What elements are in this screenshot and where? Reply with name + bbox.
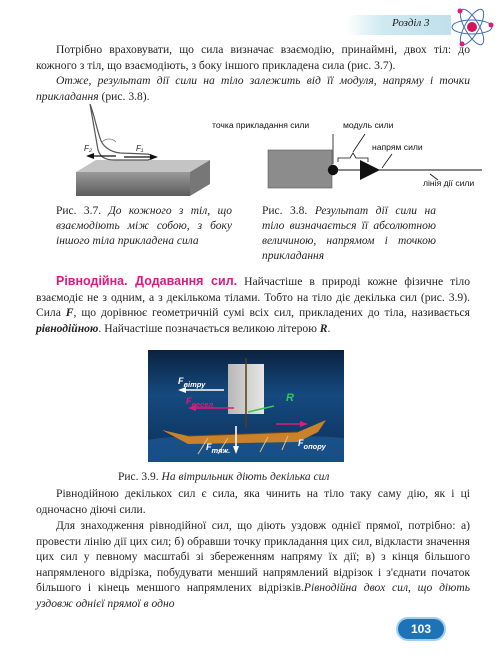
resultant-method-text: Для знаходження рівнодійної сил, що діють уздовж однієї прямої, потрібно: а) провести лінію дії цих сил; б) обравши точку прикладання цих сил, відкласти значення цих сил у певному масштабі зі збереженням напряму їх дії; в) з кінця більшого напрямленого відрізка, побудувати менший напрямлений відрізок і з'єднати початок більшого і кінець меншого напрямлених відрізків.: [36, 519, 470, 595]
gravity-force-symbol: F: [206, 442, 212, 452]
figure-3-8: [212, 118, 482, 198]
f1-label: F₁: [136, 144, 144, 153]
resistance-force-symbol: F: [298, 438, 304, 448]
resistance-force-subscript: опору: [303, 441, 326, 451]
figure-3-8-caption: [262, 204, 436, 264]
wind-force-subscript: вітру: [183, 379, 206, 389]
application-point-label: точка прикладання сили: [212, 120, 310, 130]
resistance-force-label: [298, 438, 326, 451]
wind-force-label: [178, 376, 205, 389]
figure-3-7-text: До кожного з тіл, що взаємодіють між собою, з боку іншого тіла прикладена сила: [56, 205, 233, 247]
resultant-method-italic: Рівнодійна двох сил, що діють уздовж однієї прямої в одно: [36, 581, 470, 610]
wind-force-symbol: F: [178, 376, 184, 386]
section-text-c: . Найчастіше позначається великою літерою: [98, 321, 320, 335]
section-text-a: Найчастіше в природі кожне фізичне тіло взаємодіє не з одним, а з декількома тілами. Тобто на тіло діє декілька сил (рис. 3.9). Сила: [36, 275, 470, 320]
gravity-force-subscript: тяж.: [211, 445, 231, 455]
oar-force-symbol: F: [186, 396, 192, 406]
section-text-b: , що дорівнює геометричній сумі всіх сил, прикладених до тіла, називається: [73, 306, 470, 320]
page-number: 103: [410, 622, 432, 636]
resultant-label: R: [286, 392, 294, 404]
figure-3-7-caption: [56, 204, 232, 249]
section-heading: Рівнодійна. Додавання сил.: [56, 274, 238, 288]
figure-3-9: [148, 350, 344, 462]
figure-3-8-text: Результат дії сили на тіло визначається її абсолютною величиною, напрямом і точкою прикладання: [262, 205, 436, 262]
resultant-method: [36, 518, 470, 612]
page-number-badge: [398, 619, 444, 639]
intro-paragraph: Потрібно враховувати, що сила визначає взаємодію, принаймні, двох тіл: до кожного з тіл, що взаємодіють, з боку іншого прикладена сила (рис. 3.7).: [36, 43, 470, 72]
force-symbol-f: F: [65, 306, 74, 320]
resultant-section: [36, 274, 470, 336]
line-of-action-label: лінія дії сили: [423, 178, 475, 188]
force-symbol-r: R: [319, 321, 328, 335]
figure-3-9-number: Рис. 3.9.: [118, 471, 159, 483]
section-text-d: .: [327, 321, 331, 335]
force-modulus-label: модуль сили: [343, 120, 394, 130]
term-resultant: рівнодійною: [36, 321, 99, 335]
figure-3-8-number: Рис. 3.8.: [262, 205, 308, 217]
figure-3-7-number: Рис. 3.7.: [56, 205, 102, 217]
intro-conclusion-ref: (рис. 3.8).: [98, 89, 150, 103]
intro-conclusion: [36, 73, 470, 104]
figure-3-7: [70, 104, 220, 204]
oar-force-subscript: весел: [191, 399, 214, 409]
resultant-definition: Рівнодійною декількох сил є сила, яка чинить на тіло таку саму дію, як і ці одночасно діючі сили.: [36, 487, 470, 516]
f2-label: F₂: [84, 144, 92, 153]
oar-force-label: [186, 396, 213, 409]
figure-3-9-text: На вітрильник діють декілька сил: [161, 471, 330, 483]
force-direction-label: напрям сили: [372, 142, 423, 152]
figure-3-9-caption: [118, 470, 418, 485]
gravity-force-label: [206, 442, 230, 455]
section-label: Розділ 3: [392, 17, 430, 29]
intro-conclusion-italic: Отже, результат дії сили на тіло залежить від її модуля, напряму і точки прикладання: [36, 74, 470, 103]
